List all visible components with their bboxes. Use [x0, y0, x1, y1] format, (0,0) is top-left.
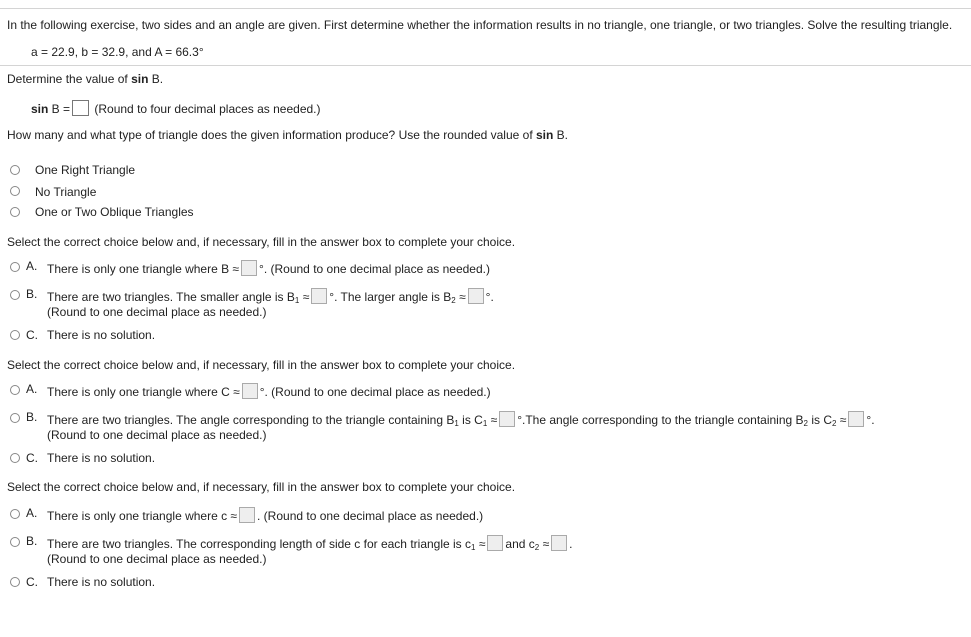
- c-choice-a-text: There is only one triangle where C ≈ °. (Round to one decimal place as needed.): [47, 385, 491, 399]
- radio-b-choice-b[interactable]: [10, 290, 20, 300]
- c2-angle-input[interactable]: [848, 411, 864, 427]
- select-prompt-side: Select the correct choice below and, if necessary, fill in the answer box to complete your choice.: [7, 480, 516, 494]
- c-choice-c-text: There is no solution.: [47, 451, 156, 465]
- radio-b-choice-a[interactable]: [10, 262, 20, 272]
- radio-side-choice-c[interactable]: [10, 577, 20, 587]
- select-prompt-c: Select the correct choice below and, if necessary, fill in the answer box to complete your choice.: [7, 358, 516, 372]
- select-prompt-b: Select the correct choice below and, if necessary, fill in the answer box to complete your choice.: [7, 235, 516, 249]
- side-choice-b-round: (Round to one decimal place as needed.): [47, 552, 267, 566]
- radio-c-choice-a[interactable]: [10, 385, 20, 395]
- option-one-right-triangle: One Right Triangle: [35, 163, 136, 177]
- radio-side-choice-b[interactable]: [10, 537, 20, 547]
- side-choice-c-letter: C.: [26, 575, 38, 589]
- b2-angle-input[interactable]: [468, 288, 484, 304]
- radio-no-triangle[interactable]: [10, 186, 20, 196]
- radio-c-choice-b[interactable]: [10, 413, 20, 423]
- c-choice-b-text: There are two triangles. The angle corresponding to the triangle containing $B_1$ is $C_1 \approx ^\circ.The$ angle corresponding to the triangle containing $B_2$ is $C_2$ ≈ °.: [47, 413, 875, 428]
- b-choice-b-letter: B.: [26, 287, 38, 301]
- c-choice-b-letter: B.: [26, 410, 38, 424]
- sinb-hint: (Round to four decimal places as needed.): [94, 102, 321, 116]
- problem-given: a = 22.9, b = 32.9, and A = 66.3°: [31, 45, 204, 59]
- b-choice-a-text: There is only one triangle where B ≈ °. (Round to one decimal place as needed.): [47, 262, 490, 276]
- top-divider: [0, 8, 971, 9]
- radio-oblique-triangles[interactable]: [10, 207, 20, 217]
- c1-angle-input[interactable]: [499, 411, 515, 427]
- b1-angle-input[interactable]: [311, 288, 327, 304]
- c-one-angle-input[interactable]: [242, 383, 258, 399]
- c1-side-input[interactable]: [487, 535, 503, 551]
- b-choice-c-text: There is no solution.: [47, 328, 156, 342]
- radio-b-choice-c[interactable]: [10, 330, 20, 340]
- b-one-angle-input[interactable]: [241, 260, 257, 276]
- side-choice-a-text: There is only one triangle where c ≈ . (Round to one decimal place as needed.): [47, 509, 484, 523]
- b-choice-a-letter: A.: [26, 259, 38, 273]
- b-choice-c-letter: C.: [26, 328, 38, 342]
- radio-one-right-triangle[interactable]: [10, 165, 20, 175]
- b-choice-b-text: There are two triangles. The smaller angle is $B_1$ ≈ °. The larger angle is $B_2$ ≈ °.: [47, 290, 494, 305]
- radio-side-choice-a[interactable]: [10, 509, 20, 519]
- side-choice-b-letter: B.: [26, 534, 38, 548]
- part2-prompt: How many and what type of triangle does the given information produce? Use the rounded value of sin B.: [7, 128, 569, 142]
- side-one-input[interactable]: [239, 507, 255, 523]
- c-choice-a-letter: A.: [26, 382, 38, 396]
- part1-prompt: Determine the value of sin B.: [7, 72, 164, 86]
- c-choice-c-letter: C.: [26, 451, 38, 465]
- b-choice-b-round: (Round to one decimal place as needed.): [47, 305, 267, 319]
- radio-c-choice-c[interactable]: [10, 453, 20, 463]
- problem-instruction: In the following exercise, two sides and an angle are given. First determine whether the information results in no triangle, one triangle, or two triangles. Solve the resulting triangle.: [7, 18, 953, 32]
- side-choice-b-text: There are two triangles. The corresponding length of side c for each triangle is $c_1$ ≈ and $c_2$ ≈ .: [47, 537, 573, 552]
- option-oblique-triangles: One or Two Oblique Triangles: [35, 205, 194, 219]
- side-choice-a-letter: A.: [26, 506, 38, 520]
- section-divider: [0, 65, 971, 66]
- side-choice-c-text: There is no solution.: [47, 575, 156, 589]
- sinb-row: sin B = (Round to four decimal places as needed.): [31, 102, 321, 116]
- option-no-triangle: No Triangle: [35, 185, 97, 199]
- c-choice-b-round: (Round to one decimal place as needed.): [47, 428, 267, 442]
- c2-side-input[interactable]: [551, 535, 567, 551]
- sinb-input[interactable]: [72, 100, 89, 116]
